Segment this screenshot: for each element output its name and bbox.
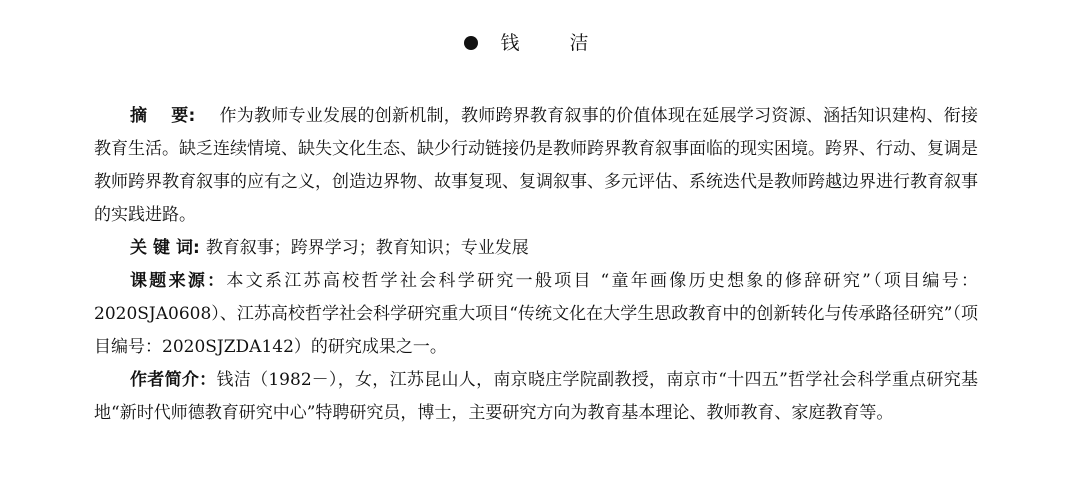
funding-label: 课题来源： — [130, 271, 227, 291]
abstract-text: 作为教师专业发展的创新机制，教师跨界教育叙事的价值体现在延展学习资源、涵括知识建构、衔接教育生活。缺乏连续情境、缺失文化生态、缺少行动链接仍是教师跨界教育叙事面临的现实困境。跨界、行动、复调是教师跨界教育叙事的应有之义，创造边界物、故事复现、复调叙事、多元评估、系统迭代是教师跨越边界进行教育叙事的实践进路。 — [94, 106, 979, 225]
author-name: 钱 洁 — [500, 32, 611, 54]
author-bio-paragraph — [94, 364, 978, 430]
abstract-block — [94, 100, 978, 430]
keywords-paragraph — [94, 232, 978, 265]
funding-paragraph — [94, 265, 978, 364]
bullet-dot-icon — [464, 36, 478, 50]
author-bio-label: 作者简介： — [130, 370, 217, 390]
author-header — [0, 28, 1075, 58]
author-bio-text: 钱洁（1982－），女，江苏昆山人，南京晓庄学院副教授，南京市“十四五”哲学社会科学重点研究基地“新时代师德教育研究中心”特聘研究员，博士，主要研究方向为教育基本理论、教师教育、家庭教育等。 — [94, 370, 978, 423]
abstract-paragraph — [94, 100, 978, 232]
abstract-label: 摘要: — [130, 106, 220, 126]
keywords-text: 教育叙事；跨界学习；教育知识；专业发展 — [205, 238, 529, 258]
keywords-label: 关键词: — [130, 238, 206, 258]
funding-text: 本文系江苏高校哲学社会科学研究一般项目 “童年画像历史想象的修辞研究”（项目编号：2020SJA0608）、江苏高校哲学社会科学研究重大项目“传统文化在大学生思政教育中的创新转化与传承路径研究”（项目编号：2020SJZDA142）的研究成果之一。 — [94, 271, 978, 357]
